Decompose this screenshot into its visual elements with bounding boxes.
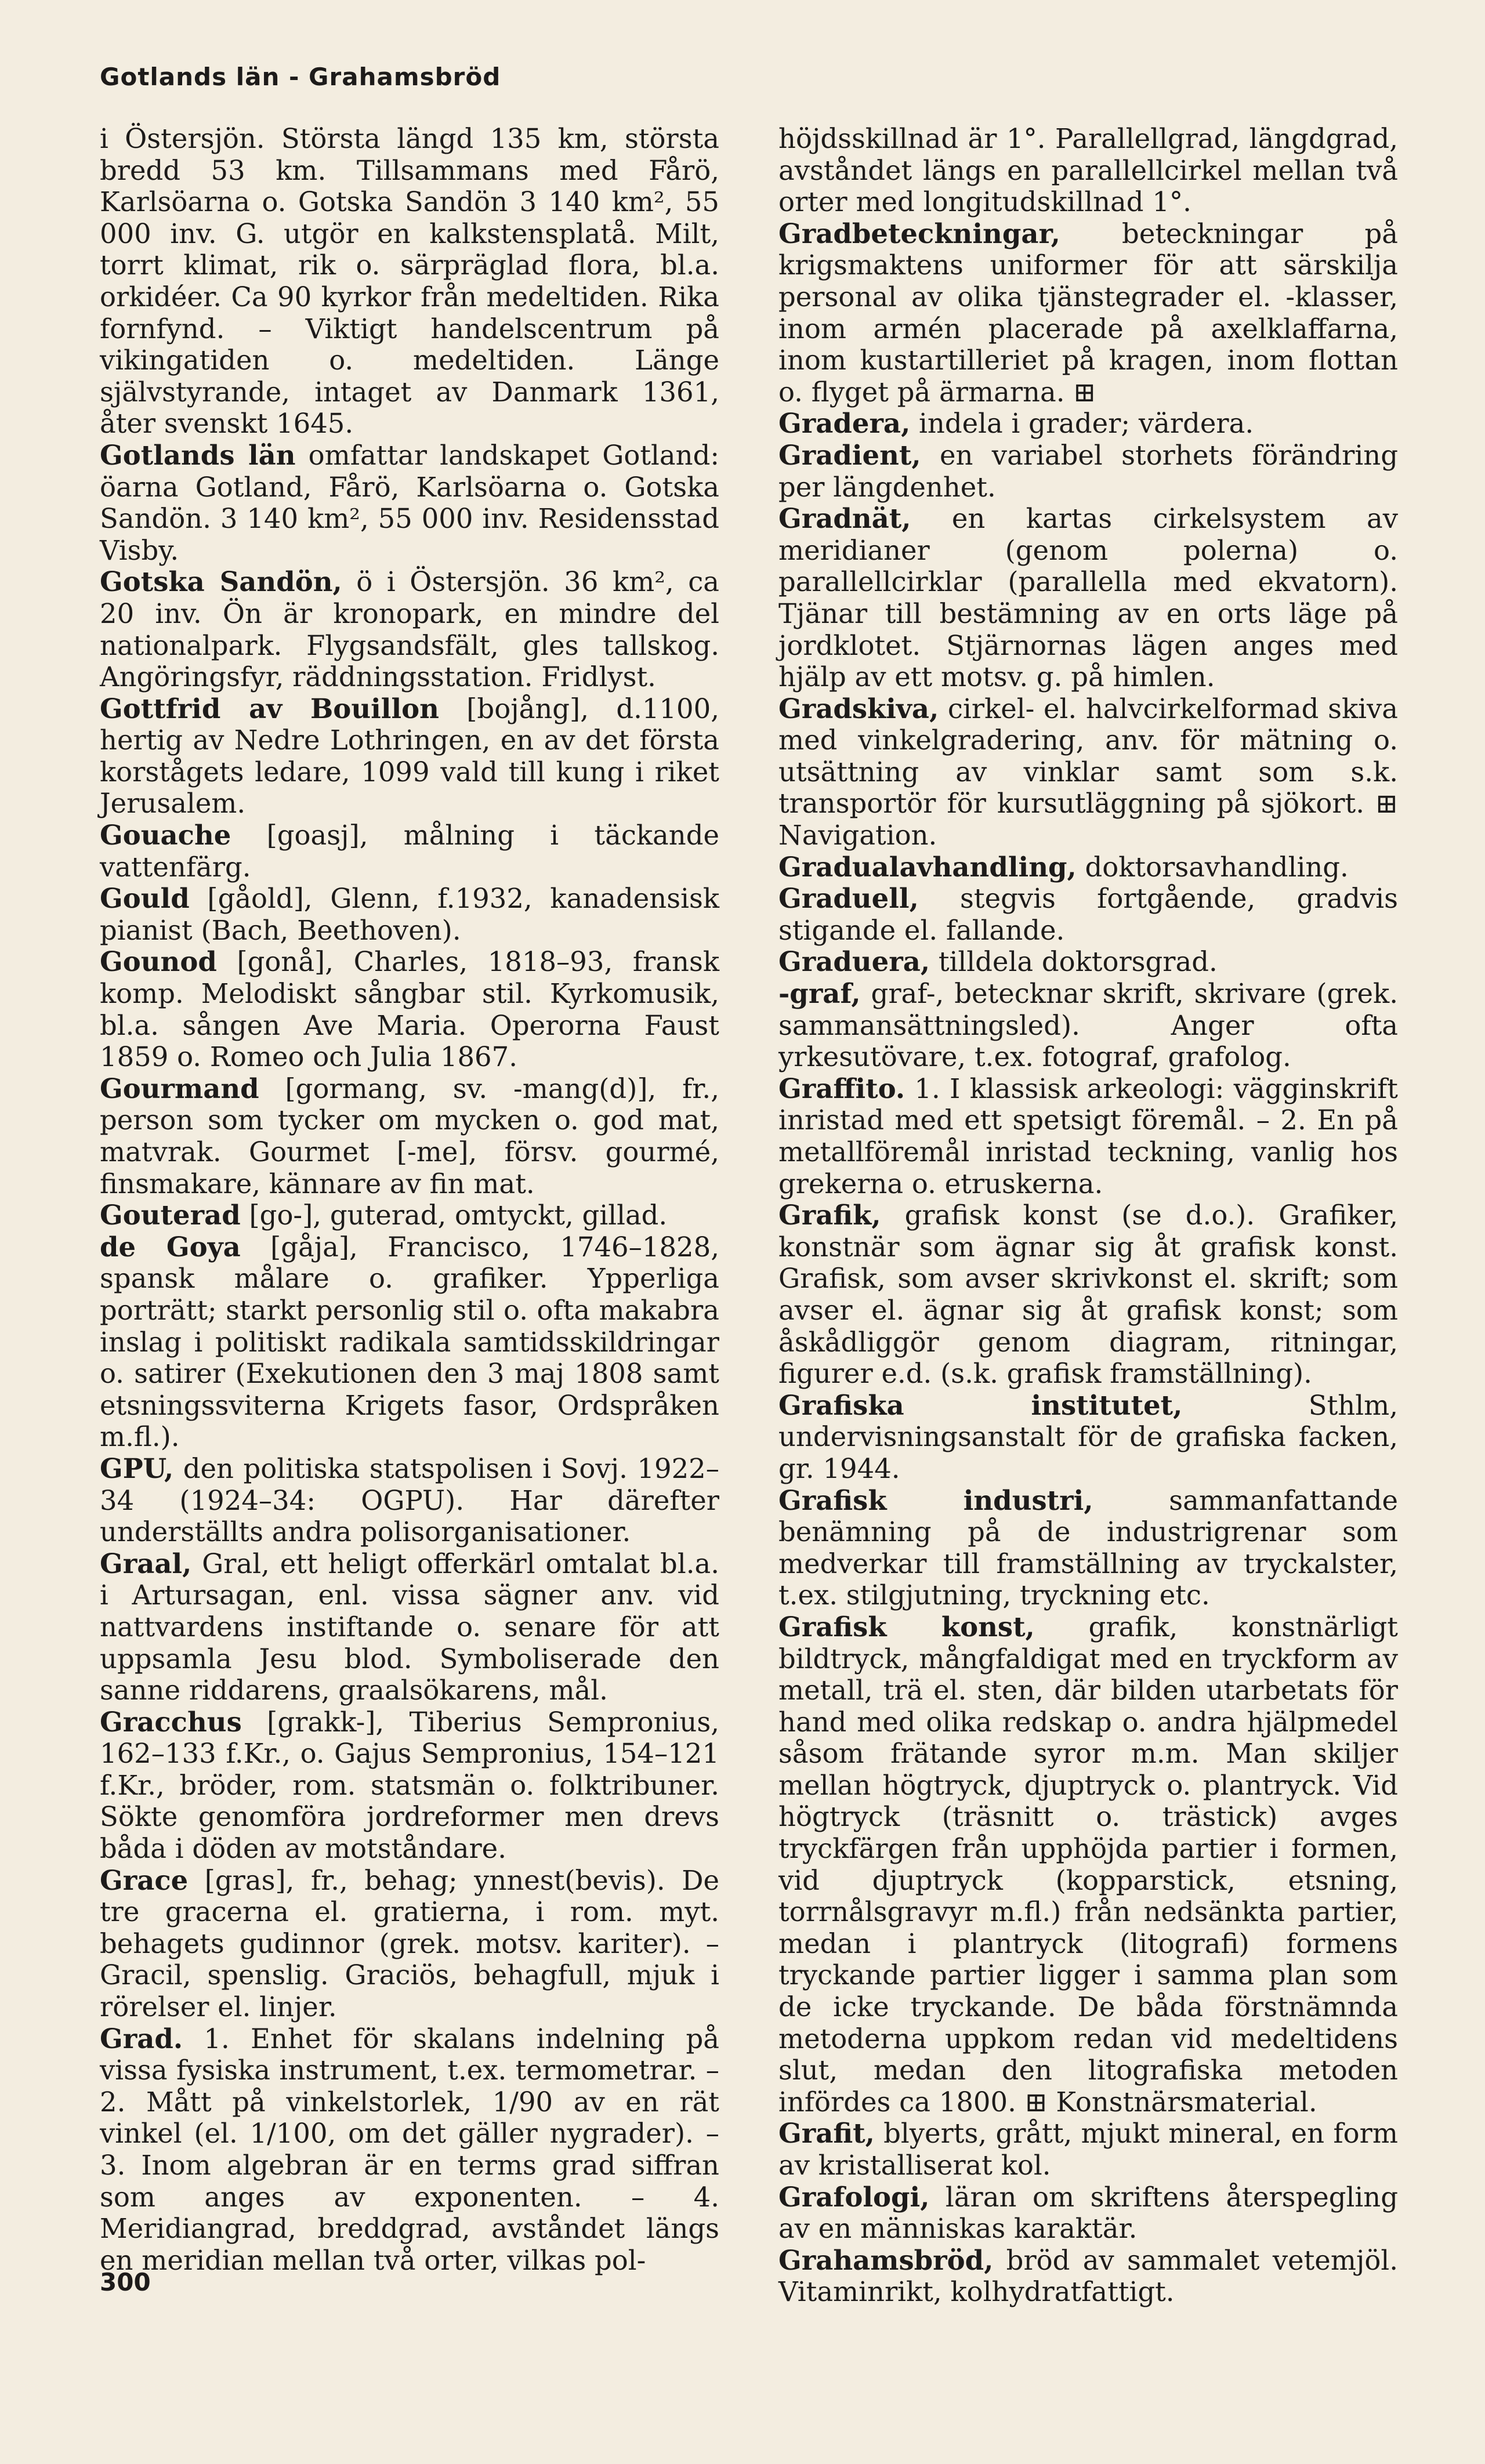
entry-headword: Gradient, (778, 439, 921, 471)
dictionary-entry (778, 851, 1398, 883)
dictionary-entry (100, 883, 719, 946)
dictionary-entry (778, 1390, 1398, 1485)
left-column (100, 123, 719, 2276)
dictionary-entry (778, 1200, 1398, 1390)
entry-body: [go-], guterad, omtyckt, gillad. (240, 1200, 668, 1231)
dictionary-entry (778, 2182, 1398, 2245)
entry-headword: Gotska Sandön, (100, 566, 342, 598)
entry-body: i Östersjön. Största längd 135 km, största bredd 53 km. Tillsammans med Fårö, Karlsöarna o. Gotska Sandön 3 140 km², 55 000 inv. G. utgör en kalkstensplatå. Milt, torrt klimat, rik o. särpräglad flora, bl.a. orkidéer. Ca 90 kyrkor från medeltiden. Rika fornfynd. – Viktigt handelscentrum på vikingatiden o. medeltiden. Länge självstyrande, intaget av Danmark 1361, åter svenskt 1645. (100, 123, 719, 440)
entry-body: indela i grader; värdera. (910, 408, 1254, 440)
dictionary-entry (778, 2118, 1398, 2181)
dictionary-entry (100, 1231, 719, 1453)
entry-headword: Gould (100, 882, 190, 915)
dictionary-entry (778, 1611, 1398, 2118)
entry-body: ö i Östersjön. 36 km², ca 20 inv. Ön är kronopark, en mindre del nationalpark. Flygsandsfält, gles tallskog. Angöringsfyr, räddningsstation. Fridlyst. (100, 566, 720, 693)
dictionary-entry (778, 1073, 1398, 1200)
entry-headword: Gradera, (778, 407, 911, 440)
entry-body: [gras], fr., behag; ynnest(bevis). De tre gracerna el. gratierna, i rom. myt. behagets gudinnor (grek. motsv. kariter). – Gracil, spenslig. Graciös, behagfull, mjuk i rörelser el. linjer. (100, 1864, 719, 2023)
dictionary-entry (100, 1706, 719, 1865)
entry-headword: Gradbeteckningar, (778, 217, 1060, 249)
running-head: Gotlands län - Grahamsbröd (100, 63, 501, 91)
entry-body: läran om skriftens återspegling av en människas karaktär. (778, 2181, 1398, 2245)
entry-continuation (100, 123, 719, 440)
entry-headword: Grace (100, 1864, 189, 1896)
entry-headword: Gracchus (100, 1705, 242, 1738)
entry-body: [gåold], Glenn, f.1932, kanadensisk pianist (Bach, Beethoven). (100, 883, 719, 946)
entry-body: den politiska statspolisen i Sovj. 1922–34 (1924–34: OGPU). Har därefter underställts andra polisorganisationer. (100, 1452, 719, 1548)
entry-body: [gonå], Charles, 1818–93, fransk komp. Melodiskt sångbar stil. Kyrkomusik, bl.a. sången Ave Maria. Operorna Faust 1859 o. Romeo och Julia 1867. (100, 946, 719, 1073)
entry-headword: Grafik, (778, 1199, 881, 1231)
dictionary-entry (100, 693, 719, 820)
entry-body: en kartas cirkelsystem av meridianer (genom polerna) o. parallellcirklar (parallella med ekvatorn). Tjänar till bestämning av en orts läge på jordklotet. Stjärnornas lägen anges med hjälp av ett motsv. g. på himlen. (778, 503, 1398, 693)
entry-body: Gral, ett heligt offerkärl omtalat bl.a. i Artursagan, enl. vissa sägner anv. vid nattvardens instiftande o. senare för att uppsamla Jesu blod. Symboliserade den sanne riddarens, graalsökarens, mål. (100, 1548, 719, 1706)
entry-headword: Grafisk konst, (778, 1610, 1035, 1643)
entry-body: sammanfattande benämning på de industrigrenar som medverkar till framställning av tryckalster, t.ex. stilgjutning, tryckning etc. (778, 1484, 1398, 1611)
entry-body: grafisk konst (se d.o.). Grafiker, konstnär som ägnar sig åt grafisk konst. Grafisk, som avser skrivkonst el. skrift; som avser el. ägnar sig åt grafisk konst; som åskådliggör genom diagram, ritningar, figurer e.d. (s.k. grafisk framställning). (778, 1200, 1398, 1390)
entry-headword: Gradnät, (778, 502, 911, 535)
entry-headword: Grad. (100, 2022, 183, 2054)
entry-body: [gormang, sv. -mang(d)], fr., person som tycker om mycken o. god mat, matvrak. Gourmet [-me], försv. gourmé, finsmakare, kännare av fin mat. (100, 1072, 719, 1200)
dictionary-entry (100, 1548, 719, 1706)
dictionary-entry (100, 2023, 719, 2277)
entry-headword: GPU, (100, 1452, 174, 1484)
entry-body: doktorsavhandling. (1076, 851, 1349, 883)
entry-body: blyerts, grått, mjukt mineral, en form av kristalliserat kol. (778, 2118, 1398, 2181)
entry-headword: Grafit, (778, 2117, 875, 2150)
dictionary-entry (778, 440, 1398, 503)
entry-headword: de Goya (100, 1230, 241, 1263)
dictionary-entry (100, 946, 719, 1072)
dictionary-entry (100, 566, 719, 693)
dictionary-entry (778, 2245, 1398, 2308)
page-number: 300 (100, 2268, 151, 2296)
entry-body: [gåja], Francisco, 1746–1828, spansk målare o. grafiker. Ypperliga porträtt; starkt personlig stil o. ofta makabra inslag i politiskt radikala samtidsskildringar o. satirer (Exekutionen den 3 maj 1808 samt etsningssviterna Krigets fasor, Ordspråken m.fl.). (100, 1231, 719, 1453)
dictionary-entry (778, 883, 1398, 946)
dictionary-entry (100, 1073, 719, 1200)
dictionary-entry (100, 820, 719, 883)
entry-headword: Grafisk industri, (778, 1484, 1093, 1516)
dictionary-entry (778, 218, 1398, 408)
right-column (778, 123, 1398, 2308)
dictionary-entry (100, 440, 719, 566)
entry-headword: Graduell, (778, 882, 919, 915)
entry-headword: Gotlands län (100, 439, 296, 471)
entry-headword: Gounod (100, 945, 217, 978)
dictionary-entry (778, 503, 1398, 693)
dictionary-entry (778, 946, 1398, 978)
entry-body: 1. Enhet för skalans indelning på vissa fysiska instrument, t.ex. termometrar. – 2. Mått på vinkelstorlek, 1/90 av en rät vinkel (el. 1/100, om det gäller nygrader). – 3. Inom algebran är en terms grad siffran som anges av exponenten. – 4. Meridiangrad, breddgrad, avståndet längs en meridian mellan två orter, vilkas pol- (100, 2023, 719, 2276)
entry-headword: Gouterad (100, 1199, 241, 1231)
entry-body: höjdsskillnad är 1°. Parallellgrad, längdgrad, avståndet längs en parallellcirkel mellan två orter med longitudskillnad 1°. (778, 123, 1398, 218)
entry-headword: Graffito. (778, 1072, 906, 1104)
entry-body: cirkel- el. halvcirkelformad skiva med vinkelgradering, anv. för mätning o. utsättning av vinklar samt som s.k. transportör för kursutläggning på sjökort. ⊞ Navigation. (778, 693, 1398, 851)
entry-headword: Grafologi, (778, 2180, 930, 2213)
entry-headword: Gourmand (100, 1072, 259, 1104)
entry-body: grafik, konstnärligt bildtryck, mångfaldigat med en tryckform av metall, trä el. sten, där bilden utarbetats för hand med olika redskap o. andra hjälpmedel såsom frätande syror m.m. Man skiljer mellan högtryck, djuptryck o. plantryck. Vid högtryck (träsnitt o. trästick) avges tryckfärgen från upphöjda partier i formen, vid djuptryck (kopparstick, etsning, torrnålsgravyr m.fl.) från nedsänkta partier, medan i plantryck (litografi) formens tryckande partier ligger i samma plan som de icke tryckande. De båda förstnämnda metoderna uppkom redan vid medeltidens slut, medan den litografiska metoden infördes ca 1800. ⊞ Konstnärsmaterial. (778, 1611, 1398, 2118)
entry-body: [grakk-], Tiberius Sempronius, 162–133 f.Kr., o. Gajus Sempronius, 154–121 f.Kr., bröder, rom. statsmän o. folktribuner. Sökte genomföra jordreformer men drevs båda i döden av motståndare. (100, 1706, 719, 1865)
entry-headword: Gradskiva, (778, 692, 939, 724)
entry-headword: Gradualavhandling, (778, 850, 1077, 883)
dictionary-entry (100, 1200, 719, 1231)
entry-body: [bojång], d.1100, hertig av Nedre Lothringen, en av det första korstågets ledare, 1099 vald till kung i riket Jerusalem. (100, 693, 719, 820)
entry-body: Sthlm, undervisningsanstalt för de grafiska facken, gr. 1944. (778, 1389, 1398, 1484)
entry-headword: Gottfrid av Bouillon (100, 692, 439, 724)
dictionary-entry (100, 1453, 719, 1548)
entry-headword: Grafiska institutet, (778, 1389, 1183, 1421)
entry-body: omfattar landskapet Gotland: öarna Gotland, Fårö, Karlsöarna o. Gotska Sandön. 3 140 km², 55 000 inv. Residensstad Visby. (100, 439, 719, 566)
entry-body: [goasj], målning i täckande vattenfärg. (100, 820, 719, 883)
entry-headword: -graf, (778, 977, 861, 1010)
entry-headword: Graduera, (778, 945, 930, 978)
entry-headword: Graal, (100, 1547, 192, 1579)
dictionary-entry (100, 1865, 719, 2023)
dictionary-entry (778, 408, 1398, 440)
entry-body: 1. I klassisk arkeologi: vägginskrift inristad med ett spetsigt föremål. – 2. En på metallföremål inristad teckning, vanlig hos grekerna o. etruskerna. (778, 1072, 1398, 1200)
entry-body: graf-, betecknar skrift, skrivare (grek. sammansättningsled). Anger ofta yrkesutövare, t.ex. fotograf, grafolog. (778, 978, 1398, 1073)
entry-continuation (778, 123, 1398, 218)
entry-body: tilldela doktorsgrad. (930, 946, 1218, 978)
entry-body: beteckningar på krigsmaktens uniformer för att särskilja personal av olika tjänstegrader el. -klasser, inom armén placerade på axelklaffarna, inom kustartilleriet på kragen, inom flottan o. flyget på ärmarna. ⊞ (778, 218, 1398, 408)
dictionary-entry (778, 693, 1398, 851)
entry-headword: Gouache (100, 819, 231, 851)
entry-body: stegvis fortgående, gradvis stigande el. fallande. (778, 883, 1398, 946)
entry-body: bröd av sammalet vetemjöl. Vitaminrikt, kolhydratfattigt. (778, 2244, 1398, 2308)
dictionary-entry (778, 978, 1398, 1073)
entry-headword: Grahamsbröd, (778, 2244, 994, 2276)
entry-body: en variabel storhets förändring per längdenhet. (778, 439, 1398, 503)
dictionary-entry (778, 1485, 1398, 1611)
